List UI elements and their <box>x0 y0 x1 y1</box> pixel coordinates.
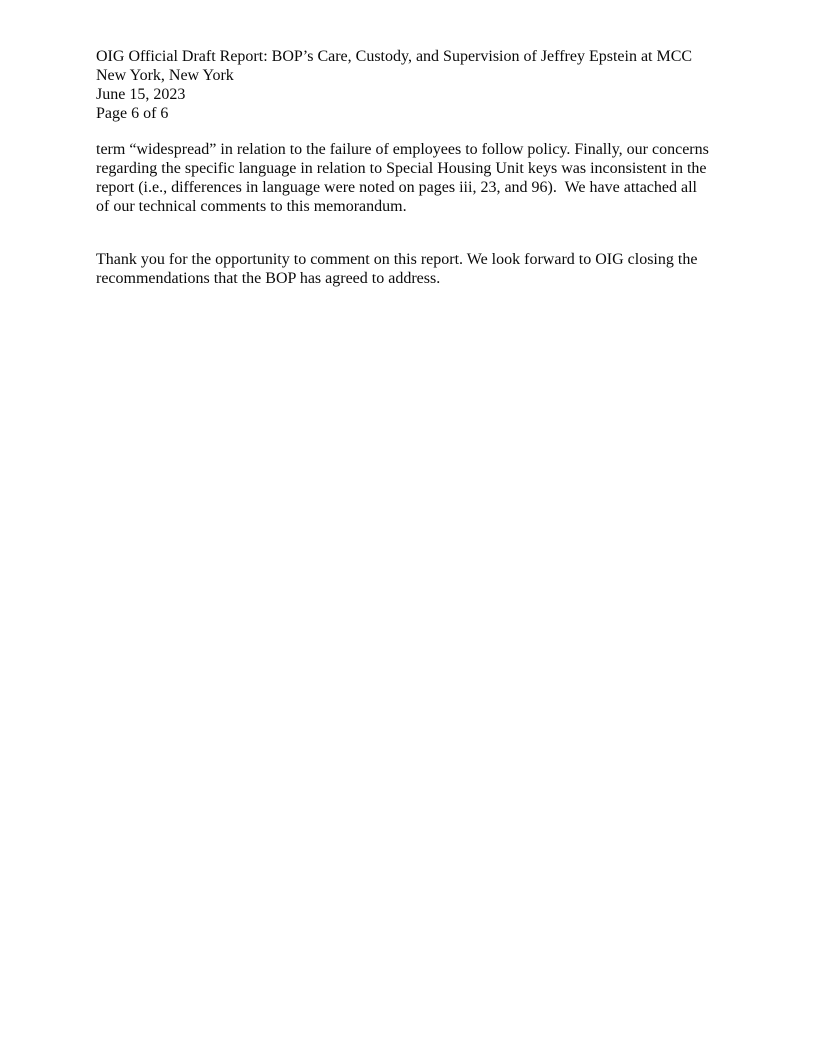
body-paragraph-technical-comments <box>96 140 756 216</box>
header-report-title-line-1: OIG Official Draft Report: BOP’s Care, Custody, and Supervision of Jeffrey Epstein at MCC <box>96 48 693 65</box>
body-paragraph-thank-you <box>96 250 756 288</box>
document-content <box>96 47 756 288</box>
paragraph-line: recommendations that the BOP has agreed to address. <box>96 270 441 287</box>
header-page-indicator: Page 6 of 6 <box>96 105 169 122</box>
header-date: June 15, 2023 <box>96 86 186 103</box>
paragraph-line: term “widespread” in relation to the failure of employees to follow policy. Finally, our concerns <box>96 141 709 158</box>
header-report-title-line-2: New York, New York <box>96 67 234 84</box>
paragraph-line: regarding the specific language in relation to Special Housing Unit keys was inconsistent in the <box>96 160 707 177</box>
paragraph-line: report (i.e., differences in language were noted on pages iii, 23, and 96). We have attached all <box>96 179 697 196</box>
document-header-block <box>96 47 756 123</box>
paragraph-line: of our technical comments to this memorandum. <box>96 198 407 215</box>
paragraph-line: Thank you for the opportunity to comment on this report. We look forward to OIG closing the <box>96 251 698 268</box>
